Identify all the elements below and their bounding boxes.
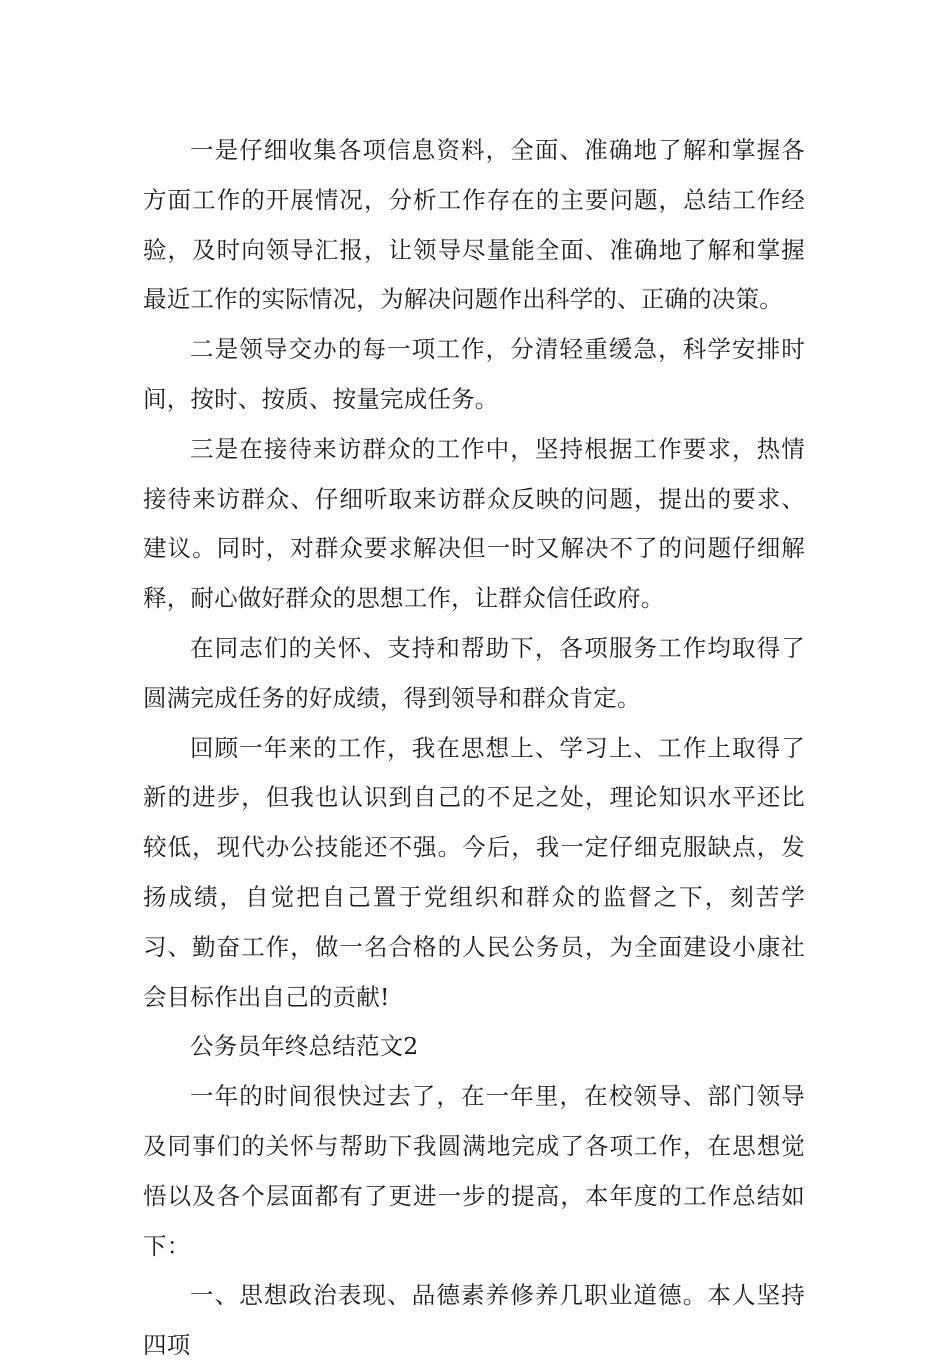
paragraph-4: 在同志们的关怀、支持和帮助下，各项服务工作均取得了圆满完成任务的好成绩，得到领导和群众肯定。: [143, 633, 805, 712]
section-heading: 公务员年终总结范文2: [190, 1032, 419, 1061]
paragraph-1: 一是仔细收集各项信息资料，全面、准确地了解和掌握各方面工作的开展情况，分析工作存在的主要问题，总结工作经验，及时向领导汇报，让领导尽量能全面、准确地了解和掌握最近工作的实际情况，为解决问题作出科学的、正确的决策。: [143, 136, 805, 314]
document-body: [143, 126, 805, 1371]
paragraph-7: 一、思想政治表现、品德素养修养几职业道德。本人坚持四项: [143, 1281, 805, 1360]
paragraph-3: 三是在接待来访群众的工作中，坚持根据工作要求，热情接待来访群众、仔细听取来访群众反映的问题，提出的要求、建议。同时，对群众要求解决但一时又解决不了的问题仔细解释，耐心做好群众的思想工作，让群众信任政府。: [143, 434, 805, 613]
paragraph-5: 回顾一年来的工作，我在思想上、学习上、工作上取得了新的进步，但我也认识到自己的不足之处，理论知识水平还比较低，现代办公技能还不强。今后，我一定仔细克服缺点，发扬成绩，自觉把自己置于党组织和群众的监督之下，刻苦学习、勤奋工作，做一名合格的人民公务员，为全面建设小康社会目标作出自己的贡献!: [143, 733, 805, 1011]
paragraph-6: 一年的时间很快过去了，在一年里，在校领导、部门领导及同事们的关怀与帮助下我圆满地完成了各项工作，在思想觉悟以及各个层面都有了更进一步的提高，本年度的工作总结如下：: [143, 1082, 805, 1260]
paragraph-2: 二是领导交办的每一项工作，分清轻重缓急，科学安排时间，按时、按质、按量完成任务。: [143, 335, 805, 413]
